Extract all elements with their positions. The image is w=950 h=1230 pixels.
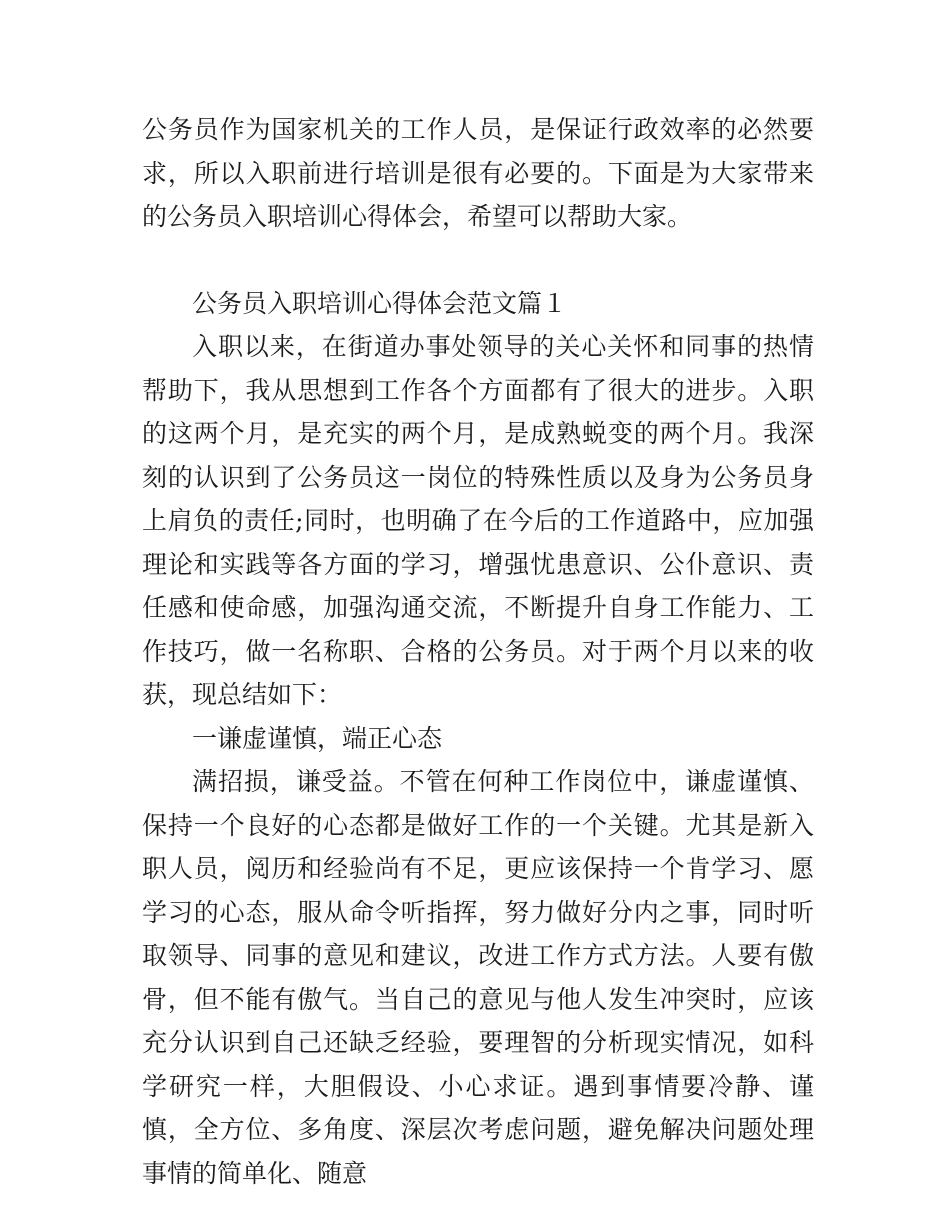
body-paragraph-1: 入职以来，在街道办事处领导的关心关怀和同事的热情帮助下，我从思想到工作各个方面都有了很大的进步。入职的这两个月，是充实的两个月，是成熟蜕变的两个月。我深刻的认识到了公务员这一岗位的特殊性质以及身为公务员身上肩负的责任;同时，也明确了在今后的工作道路中，应加强理论和实践等各方面的学习，增强忧患意识、公仆意识、责任感和使命感，加强沟通交流，不断提升自身工作能力、工作技巧，做一名称职、合格的公务员。对于两个月以来的收获，现总结如下：	[142, 332, 814, 709]
intro-paragraph: 公务员作为国家机关的工作人员，是保证行政效率的必然要求，所以入职前进行培训是很有必要的。下面是为大家带来的公务员入职培训心得体会，希望可以帮助大家。	[142, 115, 814, 231]
body-paragraph-2: 满招损，谦受益。不管在何种工作岗位中，谦虚谨慎、保持一个良好的心态都是做好工作的一个关键。尤其是新入职人员，阅历和经验尚有不足，更应该保持一个肯学习、愿学习的心态，服从命令听指挥，努力做好分内之事，同时听取领导、同事的意见和建议，改进工作方式方法。人要有傲骨，但不能有傲气。当自己的意见与他人发生冲突时，应该充分认识到自己还缺乏经验，要理智的分析现实情况，如科学研究一样，大胆假设、小心求证。遇到事情要冷静、谨慎，全方位、多角度、深层次考虑问题，避免解决问题处理事情的简单化、随意	[142, 767, 814, 1188]
subheading-1: 一谦虚谨慎，端正心态	[192, 723, 443, 753]
document-body	[142, 108, 814, 1195]
section-title: 公务员入职培训心得体会范文篇１	[192, 288, 568, 318]
